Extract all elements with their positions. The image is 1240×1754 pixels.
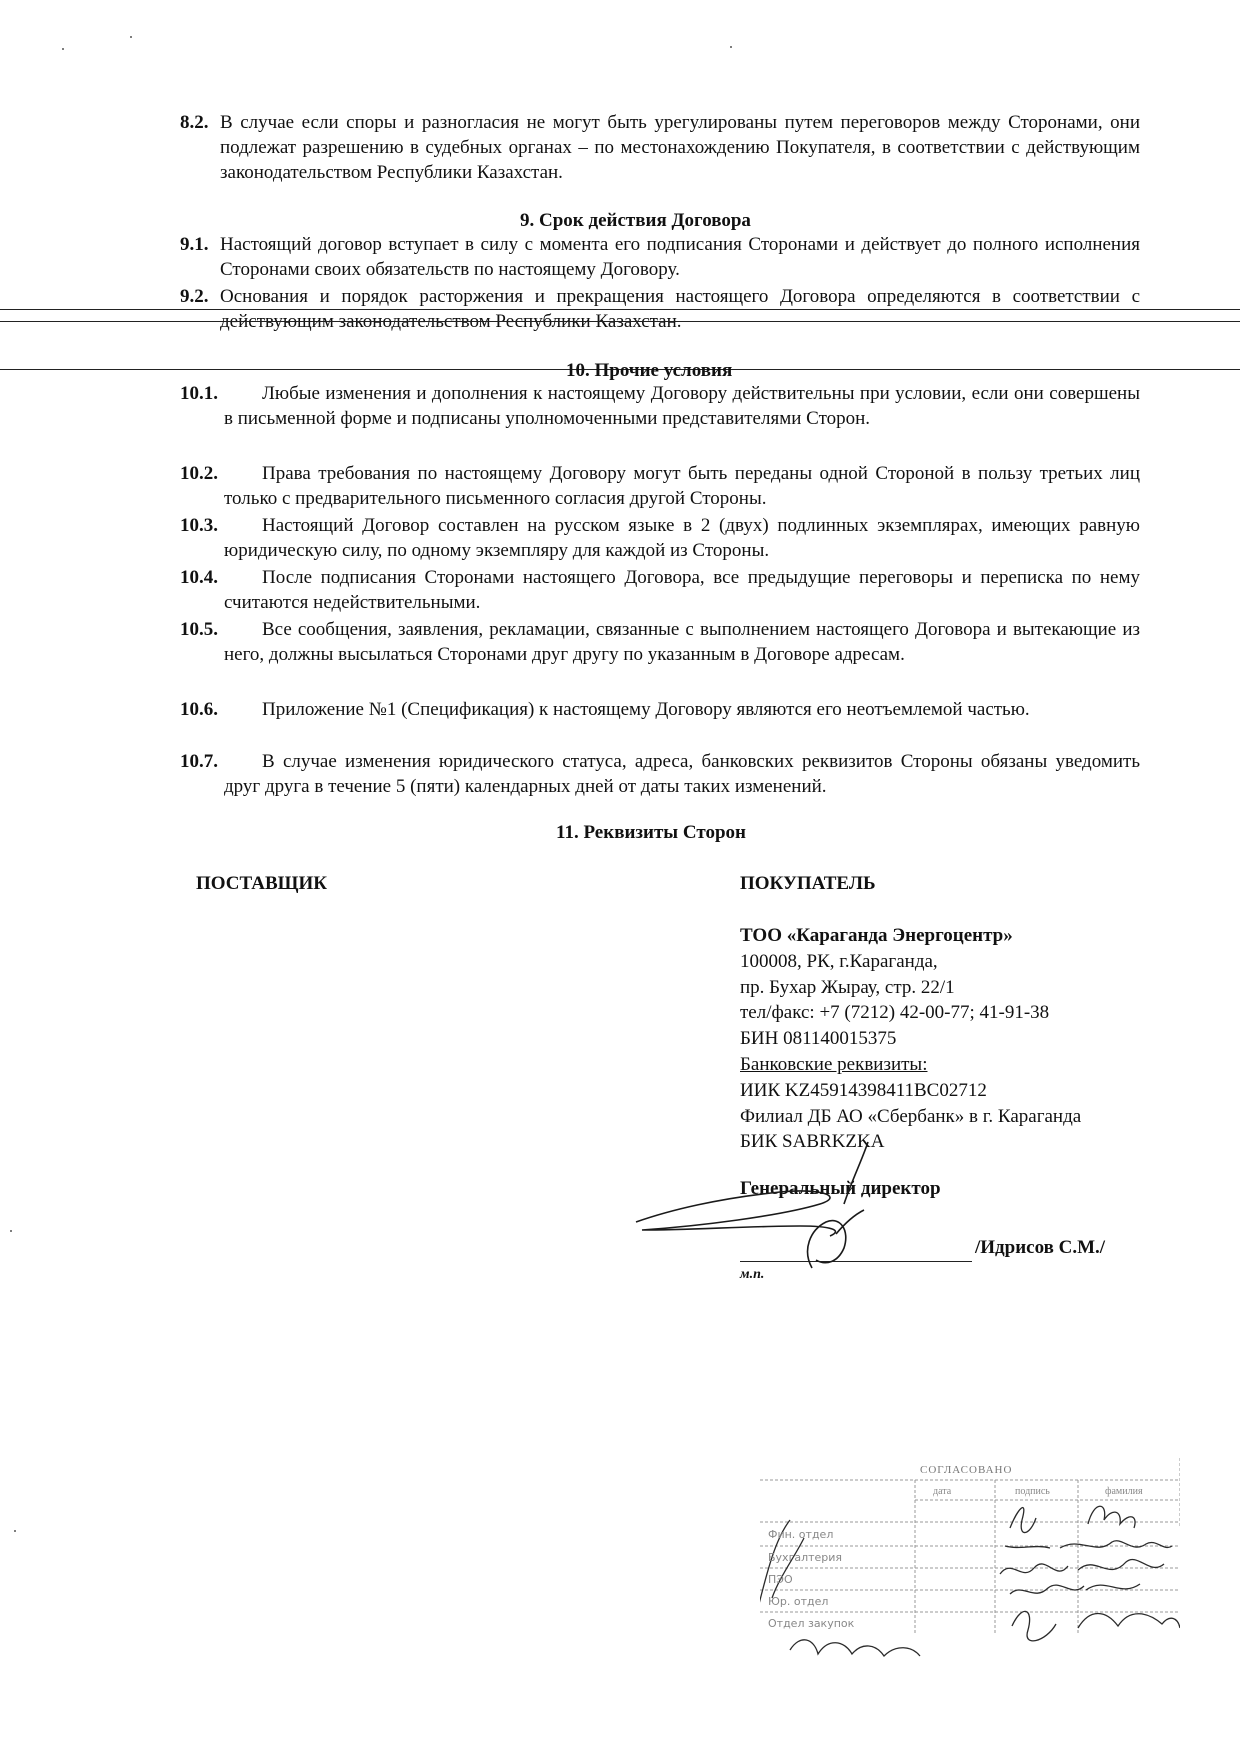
bank-requisites-label: Банковские реквизиты: [740, 1053, 928, 1075]
clause-10-3 [180, 513, 1140, 563]
clause-10-1 [180, 381, 1140, 431]
clause-text: Права требования по настоящему Договору могут быть переданы одной Стороной в пользу третьих лиц только с предварительного письменного согласия другой Стороны. [224, 463, 1140, 509]
clause-text: В случае если споры и разногласия не могут быть урегулированы путем переговоров между Сторонами, они подлежат разрешению в судебных органах – по местонахождению Покупателя, в соответствии с действующим законодательством Республики Казахстан. [220, 112, 1140, 183]
clause-number: 10.2. [180, 463, 218, 484]
clause-10-6 [180, 697, 1140, 722]
clause-number: 9.2. [180, 286, 209, 307]
section-11-heading: 11. Реквизиты Сторон [556, 822, 746, 843]
scan-speck [62, 48, 64, 50]
clause-text: Все сообщения, заявления, рекламации, связанные с выполнением настоящего Договора и вытекающие из него, должны высылаться Сторонами друг другу по указанным в Договоре адресам. [224, 619, 1140, 665]
stamp-title: СОГЛАСОВАНО [920, 1464, 1013, 1476]
clause-10-4 [180, 565, 1140, 615]
stamp-row: Фин. отдел [768, 1528, 834, 1541]
clause-number: 10.6. [180, 699, 218, 720]
scan-speck [730, 46, 732, 48]
clause-number: 10.5. [180, 619, 218, 640]
scan-speck [14, 1530, 16, 1532]
buyer-bik: БИК SABRKZKA [740, 1131, 885, 1153]
section-10-heading: 10. Прочие условия [566, 360, 733, 381]
clause-text: Настоящий договор вступает в силу с момента его подписания Сторонами и действует до полного исполнения Сторонами своих обязательств по настоящему Договору. [220, 234, 1140, 280]
stamp-col-signature: подпись [1015, 1486, 1050, 1497]
buyer-bank: Филиал ДБ АО «Сбербанк» в г. Караганда [740, 1105, 1082, 1127]
section-9-heading: 9. Срок действия Договора [520, 210, 751, 231]
stamp-col-surname: фамилия [1105, 1486, 1143, 1497]
clause-text: Любые изменения и дополнения к настоящему Договору действительны при условии, если они совершены в письменной форме и подписаны уполномоченными представителями Сторон. [224, 383, 1140, 429]
clause-text: Настоящий Договор составлен на русском языке в 2 (двух) подлинных экземплярах, имеющих равную юридическую силу, по одному экземпляру для каждой из Стороны. [224, 515, 1140, 561]
seal-mark: м.п. [740, 1267, 765, 1282]
stamp-row: Юр. отдел [768, 1595, 829, 1608]
clause-8-2 [180, 110, 1140, 185]
stamp-col-date: дата [933, 1486, 952, 1497]
clause-10-2 [180, 461, 1140, 511]
clause-number: 8.2. [180, 112, 209, 133]
clause-10-7 [180, 749, 1140, 799]
clause-text: После подписания Сторонами настоящего Договора, все предыдущие переговоры и переписка по нему считаются недействительными. [224, 567, 1140, 613]
clause-number: 9.1. [180, 234, 209, 255]
clause-number: 10.7. [180, 751, 218, 772]
buyer-phone: тел/факс: +7 (7212) 42-00-77; 41-91-38 [740, 1002, 1050, 1024]
buyer-name: ТОО «Караганда Энергоцентр» [740, 925, 1013, 946]
clause-9-1 [180, 232, 1140, 282]
stamp-row: Отдел закупок [768, 1617, 855, 1630]
signatory-name: /Идрисов С.М./ [975, 1237, 1106, 1258]
buyer-iik: ИИК KZ45914398411BC02712 [740, 1079, 987, 1101]
clause-number: 10.3. [180, 515, 218, 536]
supplier-label: ПОСТАВЩИК [196, 873, 328, 894]
buyer-address-line-1: 100008, РК, г.Караганда, [740, 950, 938, 972]
stamp-row: Бухгалтерия [768, 1551, 843, 1564]
clause-number: 10.1. [180, 383, 218, 404]
director-signature [630, 1130, 950, 1280]
clause-number: 10.4. [180, 567, 218, 588]
scan-speck [130, 36, 132, 38]
clause-10-5 [180, 617, 1140, 667]
scan-speck [10, 1230, 12, 1232]
stamp-row: ПЭО [768, 1573, 793, 1586]
approval-stamp [760, 1458, 1180, 1678]
scan-line [0, 321, 1240, 322]
scan-line [0, 309, 1240, 310]
buyer-bin: БИН 081140015375 [740, 1028, 897, 1050]
clause-text: Приложение №1 (Спецификация) к настоящему Договору являются его неотъемлемой частью. [262, 699, 1030, 720]
buyer-address-line-2: пр. Бухар Жырау, стр. 22/1 [740, 976, 955, 998]
clause-text: В случае изменения юридического статуса, адреса, банковских реквизитов Стороны обязаны уведомить друг друга в течение 5 (пяти) календарных дней от даты таких изменений. [224, 751, 1140, 797]
signatory-position: Генеральный директор [740, 1178, 941, 1200]
buyer-label: ПОКУПАТЕЛЬ [740, 873, 876, 894]
clause-text: Основания и порядок расторжения и прекращения настоящего Договора определяются в соответствии с действующим законодательством Республики Казахстан. [220, 286, 1140, 332]
